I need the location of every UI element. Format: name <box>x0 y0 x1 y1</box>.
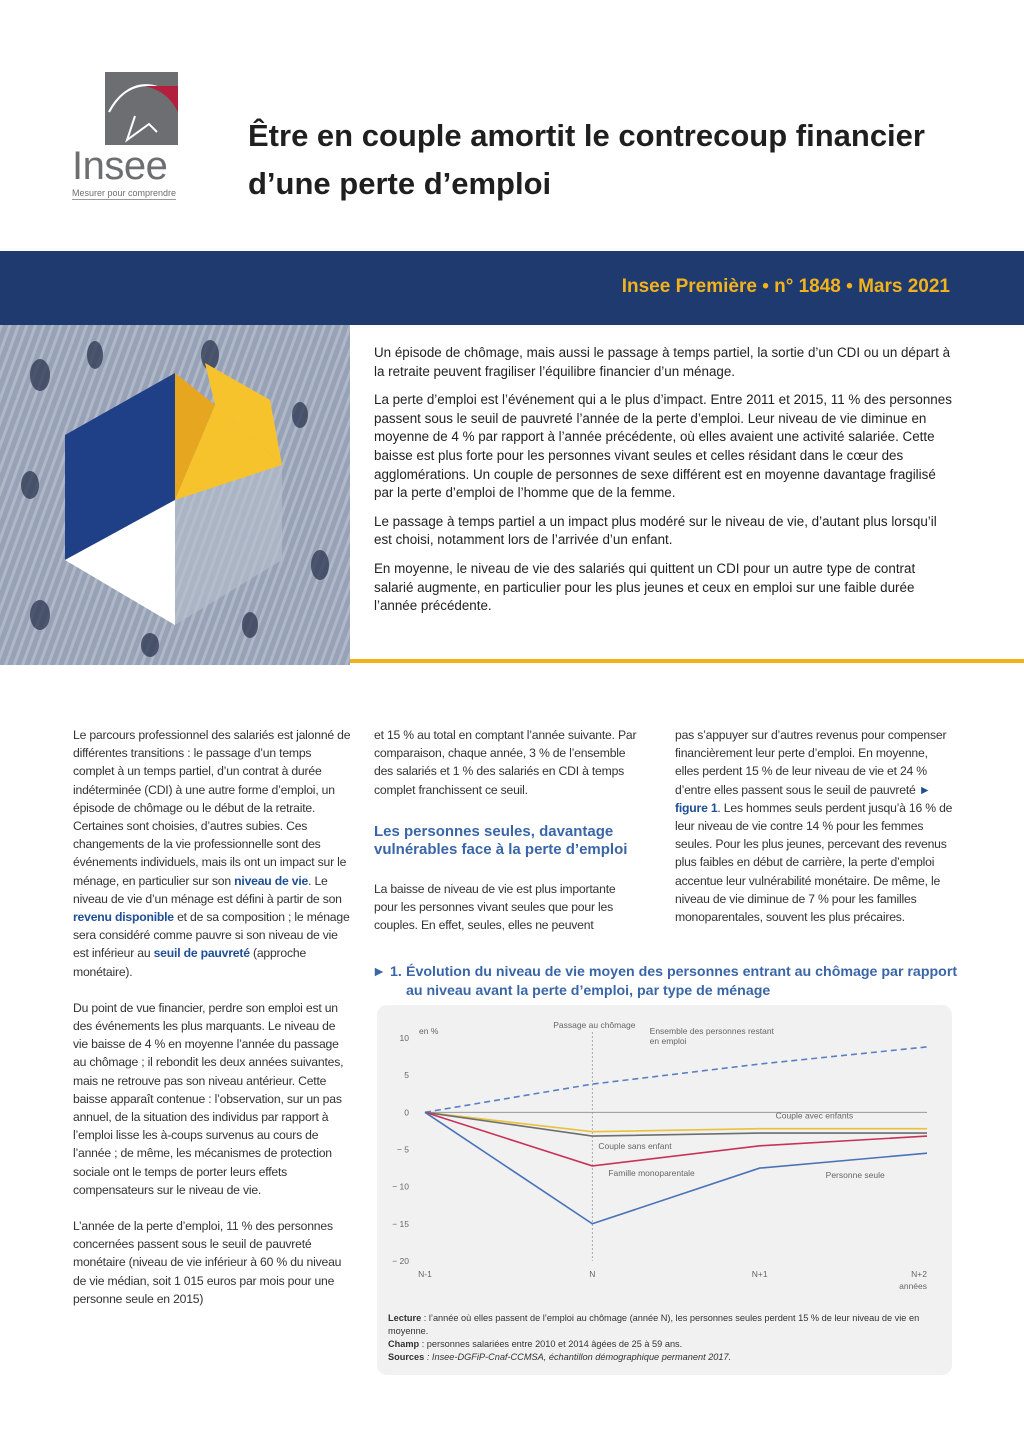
note-text: : l’année où elles passent de l’emploi au chômage (année N), les personnes seules perdent 15 % de leur niveau de vie en moyenne. <box>388 1313 920 1336</box>
series-label: Famille monoparentale <box>608 1167 695 1178</box>
y-tick-label: − 10 <box>392 1181 409 1192</box>
y-axis-unit: en % <box>419 1026 439 1036</box>
page-title: Être en couple amortit le contrecoup financier d’une perte d’emploi <box>248 118 925 201</box>
body-text: (approche monétaire). <box>73 946 307 979</box>
figure-number: ► 1. <box>372 964 402 980</box>
body-paragraph: Du point de vue financier, perdre son emploi est un des événements les plus marquants. Le niveau de vie baisse de 4 % en moyenne l’année du passage au chômage ; il rebondit les deux années suivantes, mais ne retrouve pas son niveau antérieur. Cette baisse apparaît contenue : l’observation, sur un pas annuel, de la situation des individus par rapport à l’emploi lisse les à-coups survenus au cours de l’année ; de même, les mécanismes de protection sociale ont le temps de porter leurs effets compensateurs sur le niveau de vie. <box>73 1000 344 1197</box>
x-tick-label: N-1 <box>418 1269 432 1279</box>
note-sources <box>388 1351 936 1364</box>
y-tick-label: − 20 <box>392 1256 409 1266</box>
note-text: : personnes salariées entre 2010 et 2014 âgées de 25 à 59 ans. <box>419 1339 683 1349</box>
series-line <box>425 1047 927 1112</box>
note-lecture <box>388 1312 936 1338</box>
abstract-paragraph: La perte d’emploi est l’événement qui a le plus d’impact. Entre 2011 et 2015, 11 % des personnes passent sous le seuil de pauvreté l’année de la perte d’emploi. Leur niveau de vie diminue en moyenne de 4 % par rapport à l’année précédente, où elles avaient une activité salariée. Cette baisse est plus forte pour les personnes vivant seules et celles résidant dans le cœur des agglomérations. Un couple de personnes de sexe différent est en moyenne davantage fragilisé par la perte d’emploi de l’homme que de la femme. <box>374 392 952 501</box>
insee-logo <box>72 72 184 202</box>
x-tick-label: N+1 <box>751 1269 768 1279</box>
note-label: Lecture <box>388 1313 422 1323</box>
series-label: en emploi <box>649 1036 687 1047</box>
body-text: . Le niveau de vie d’un ménage est défini à partir de son <box>73 873 342 906</box>
figure-title <box>372 963 962 1001</box>
section-heading: Les personnes seules, davantage vulnérables face à la perte d’emploi <box>374 822 628 859</box>
x-tick-label: N+2 <box>911 1269 927 1279</box>
insee-logo-mark-icon <box>105 72 178 145</box>
abstract <box>374 344 954 626</box>
body-text: Le parcours professionnel des salariés est jalonné de différentes transitions : le passage d’un temps complet à un temps partiel, d’un contrat à durée indéterminée (CDI) à une autre forme d’emploi, un épisode de chômage ou le début de la retraite. Certaines sont choisies, d’autres subies. Ces changements de la vie professionnelle sont des événements individuels, mais ils ont un impact sur le ménage, en particulier sur son <box>73 728 351 888</box>
note-label: Champ <box>388 1339 420 1349</box>
figure-reference-link[interactable]: ► figure 1 <box>675 782 931 815</box>
glossary-link-niveau-de-vie[interactable]: niveau de vie <box>234 873 309 888</box>
glossary-link-seuil-de-pauvrete[interactable]: seuil de pauvreté <box>153 946 250 961</box>
chomage-marker-label: Passage au chômage <box>553 1020 636 1030</box>
series-label: Couple sans enfant <box>598 1141 672 1152</box>
body-column-3 <box>675 726 953 944</box>
y-tick-label: 5 <box>404 1070 409 1081</box>
x-tick-label: N <box>589 1269 596 1279</box>
body-text: . Les hommes seuls perdent jusqu’à 16 % de leur niveau de vie contre 14 % pour les femmes seules. Pour les plus jeunes, percevant des revenus plus faibles en début de carrière, la perte d’emploi accentue leur vulnérabilité monétaire. De même, le niveau de vie diminue de 7 % pour les familles monoparentales, souvent les plus précaires. <box>675 800 953 925</box>
y-tick-label: 0 <box>404 1107 409 1118</box>
series-label: Ensemble des personnes restant <box>649 1026 774 1037</box>
body-paragraph <box>73 726 351 981</box>
y-tick-label: 10 <box>399 1033 409 1043</box>
abstract-paragraph: En moyenne, le niveau de vie des salariés qui quittent un CDI pour un autre type de contrat salarié augmente, en particulier pour les plus jeunes et ceux en emploi sur une faible durée l’année précédente. <box>374 560 916 614</box>
series-label: Personne seule <box>825 1170 885 1181</box>
figure-notes <box>388 1312 936 1364</box>
body-paragraph: L’année de la perte d’emploi, 11 % des personnes concernées passent sous le seuil de pauvreté monétaire (niveau de vie inférieur à 60 % du niveau de vie médian, soit 1 015 euros par mois pour une personne seule en 2015) <box>73 1219 342 1306</box>
body-paragraph: et 15 % au total en comptant l’année suivante. Par comparaison, chaque année, 3 % de l’ensemble des salariés et 1 % des salariés en CDI à temps complet franchissent ce seuil. <box>374 728 637 797</box>
note-label: Sources <box>388 1352 425 1362</box>
body-column-1 <box>73 726 351 1326</box>
series-label: Couple avec enfants <box>775 1110 854 1121</box>
x-axis-unit: années <box>899 1281 927 1291</box>
body-text: pas s’appuyer sur d’autres revenus pour compenser financièrement leur perte d’emploi. En moyenne, elles perdent 15 % de leur niveau de vie et 24 % d’entre elles passent sous le seuil de pauvreté <box>675 728 947 797</box>
note-text: : Insee-DGFiP-Cnaf-CCMSA, échantillon démographique permanent 2017. <box>424 1352 732 1362</box>
abstract-paragraph: Le passage à temps partiel a un impact plus modéré sur le niveau de vie, d’autant plus lorsqu’il est choisi, notamment lors de l’arrivée d’un enfant. <box>374 513 937 548</box>
figure-title-text: Évolution du niveau de vie moyen des personnes entrant au chômage par rapport au niveau avant la perte d’emploi, par type de ménage <box>406 964 958 999</box>
note-champ <box>388 1338 936 1351</box>
hero-illustration <box>0 325 350 665</box>
line-chart <box>377 1005 952 1305</box>
body-paragraph <box>675 726 953 926</box>
body-paragraph: La baisse de niveau de vie est plus importante pour les personnes vivant seules que pour les couples. En effet, seules, elles ne peuvent <box>374 881 616 933</box>
abstract-divider <box>350 659 1024 663</box>
body-text: et de sa composition ; le ménage sera considéré comme pauvre si son niveau de vie est inférieur au <box>73 910 350 961</box>
y-tick-label: − 5 <box>396 1144 409 1155</box>
publication-reference: Insee Première • n° 1848 • Mars 2021 <box>621 276 950 297</box>
logo-tagline: Mesurer pour comprendre <box>72 188 177 198</box>
body-column-2 <box>374 726 642 952</box>
publication-band <box>0 251 1024 325</box>
abstract-paragraph: Un épisode de chômage, mais aussi le passage à temps partiel, la sortie d’un CDI ou un départ à la retraite peuvent fragiliser l’équilibre financier d’un ménage. <box>374 345 951 379</box>
glossary-link-revenu-disponible[interactable]: revenu disponible <box>73 910 174 925</box>
y-tick-label: − 15 <box>392 1218 409 1229</box>
logo-wordmark: Insee <box>72 144 168 188</box>
